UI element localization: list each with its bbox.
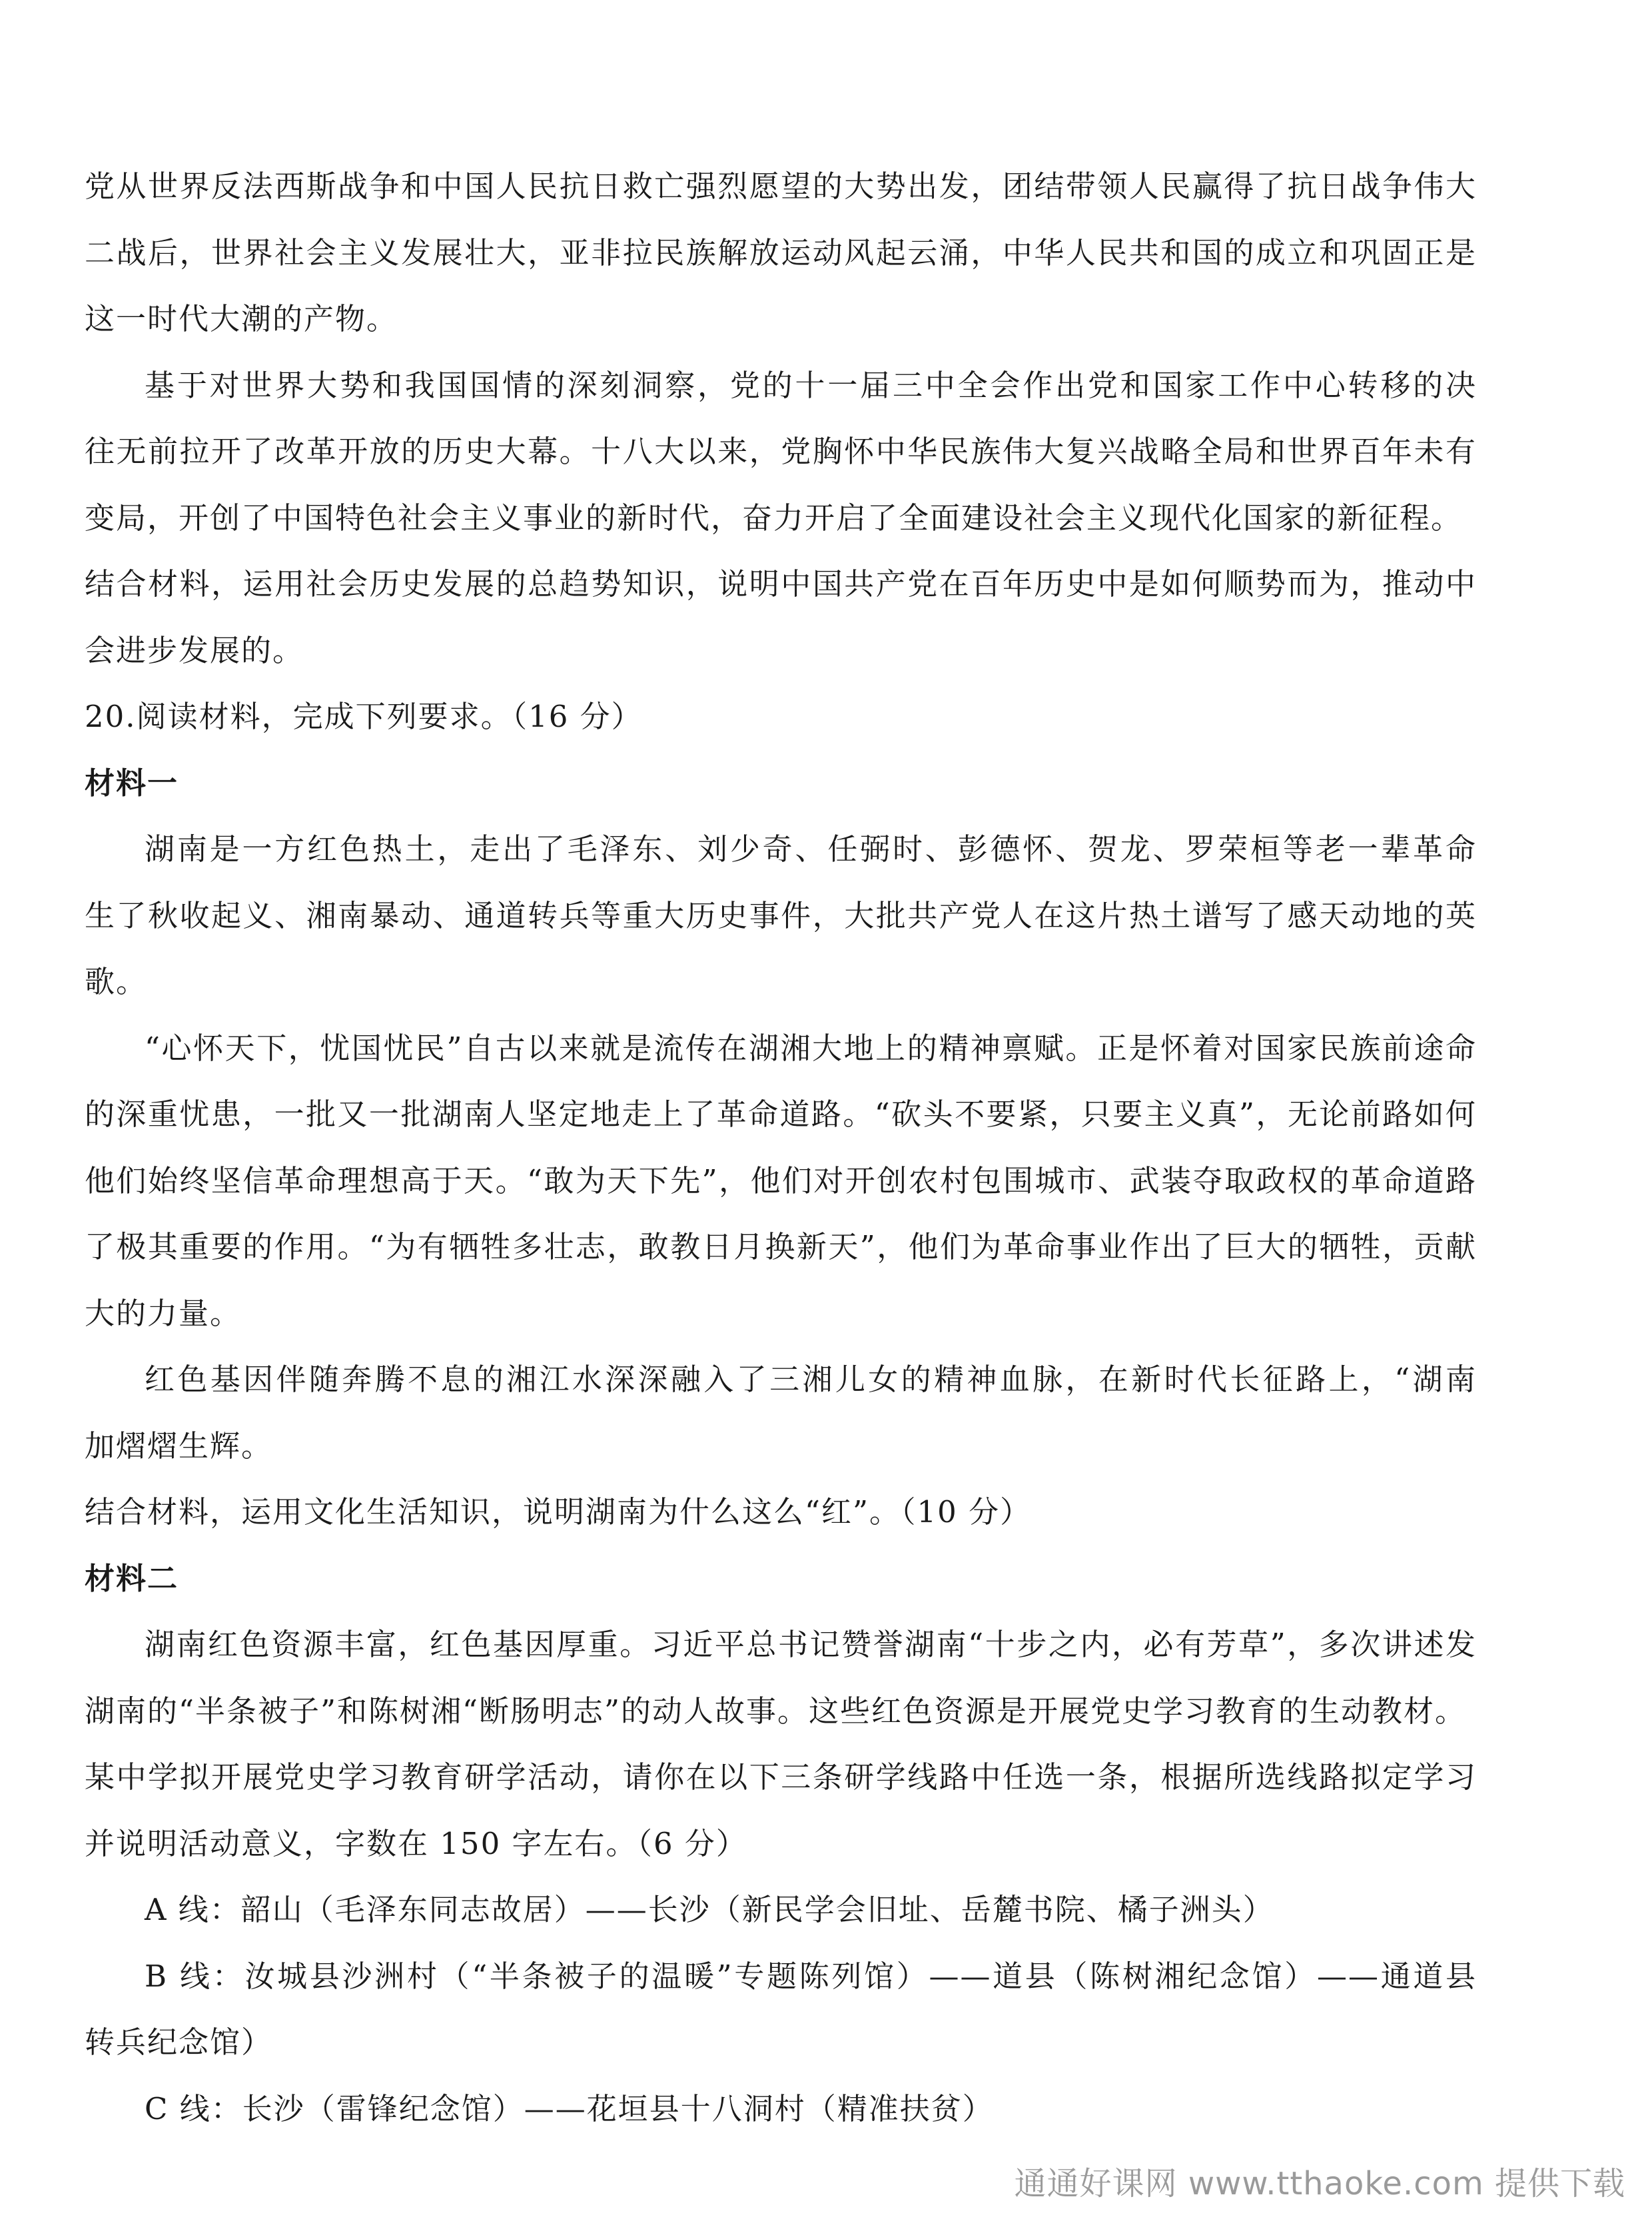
question-20-title: 20.阅读材料，完成下列要求。（16 分） [85,699,643,734]
question-line: 并说明活动意义，字数在 150 字左右。（6 分） [85,1825,747,1861]
route-b-line: B 线：汝城县沙洲村（“半条被子的温暖”专题陈列馆）——道县（陈树湘纪念馆）——通道县 [145,1958,1477,1994]
text-line: 生了秋收起义、湘南暴动、通道转兵等重大历史事件，大批共产党人在这片热土谱写了感天动地的英 [85,897,1477,933]
paragraph-start-line: 湖南是一方红色热土，走出了毛泽东、刘少奇、任弼时、彭德怀、贺龙、罗荣桓等老一辈革命 [145,831,1477,867]
watermark-text: 通通好课网 www.tthaoke.com 提供下载 [1014,2165,1625,2202]
question-line: 某中学拟开展党史学习教育研学活动，请你在以下三条研学线路中任选一条，根据所选线路拟定学习 [85,1759,1477,1795]
text-line: 他们始终坚信革命理想高于天。“敢为天下先”，他们对开创农村包围城市、武装夺取政权的革命道路 [85,1162,1477,1198]
material-two-heading: 材料二 [85,1560,179,1596]
text-line: 党从世界反法西斯战争和中国人民抗日救亡强烈愿望的大势出发，团结带领人民赢得了抗日战争伟大 [85,169,1477,204]
text-line: 的深重忧患，一批又一批湖南人坚定地走上了革命道路。“砍头不要紧，只要主义真”，无论前路如何 [85,1097,1477,1132]
text-line: 大的力量。 [85,1295,242,1331]
material-one-heading: 材料一 [85,765,179,801]
paragraph-start-line: “心怀天下，忧国忧民”自古以来就是流传在湖湘大地上的精神禀赋。正是怀着对国家民族前途命 [145,1030,1477,1066]
text-line: 歌。 [85,964,148,999]
text-line: 这一时代大潮的产物。 [85,301,398,336]
text-line: 湖南的“半条被子”和陈树湘“断肠明志”的动人故事。这些红色资源是开展党史学习教育的生动教材。 [85,1693,1467,1729]
text-line: 往无前拉开了改革开放的历史大幕。十八大以来，党胸怀中华民族伟大复兴战略全局和世界百年未有 [85,434,1477,469]
page-content [85,153,1477,2142]
question-line: 结合材料，运用文化生活知识，说明湖南为什么这么“红”。（10 分） [85,1494,1032,1530]
route-b-line-cont: 转兵纪念馆） [85,2024,273,2060]
paragraph-start-line: 湖南红色资源丰富，红色基因厚重。习近平总书记赞誉湖南“十步之内，必有芳草”，多次讲述发 [145,1627,1477,1662]
paragraph-start-line: 红色基因伴随奔腾不息的湘江水深深融入了三湘儿女的精神血脉，在新时代长征路上，“湖南 [145,1362,1477,1397]
text-line: 加熠熠生辉。 [85,1428,273,1464]
route-c-line: C 线：长沙（雷锋纪念馆）——花垣县十八洞村（精准扶贫） [145,2090,994,2126]
text-line: 变局，开创了中国特色社会主义事业的新时代，奋力开启了全面建设社会主义现代化国家的新征程。 [85,500,1463,536]
paragraph-start-line: 基于对世界大势和我国国情的深刻洞察，党的十一届三中全会作出党和国家工作中心转移的决 [145,367,1477,403]
route-a-line: A 线：韶山（毛泽东同志故居）——长沙（新民学会旧址、岳麓书院、橘子洲头） [145,1892,1274,1927]
question-line: 会进步发展的。 [85,632,304,668]
question-line: 结合材料，运用社会历史发展的总趋势知识，说明中国共产党在百年历史中是如何顺势而为，推动中 [85,566,1477,602]
text-line: 了极其重要的作用。“为有牺牲多壮志，敢教日月换新天”，他们为革命事业作出了巨大的牺牲，贡献 [85,1229,1477,1264]
text-line: 二战后，世界社会主义发展壮大，亚非拉民族解放运动风起云涌，中华人民共和国的成立和巩固正是 [85,234,1477,270]
